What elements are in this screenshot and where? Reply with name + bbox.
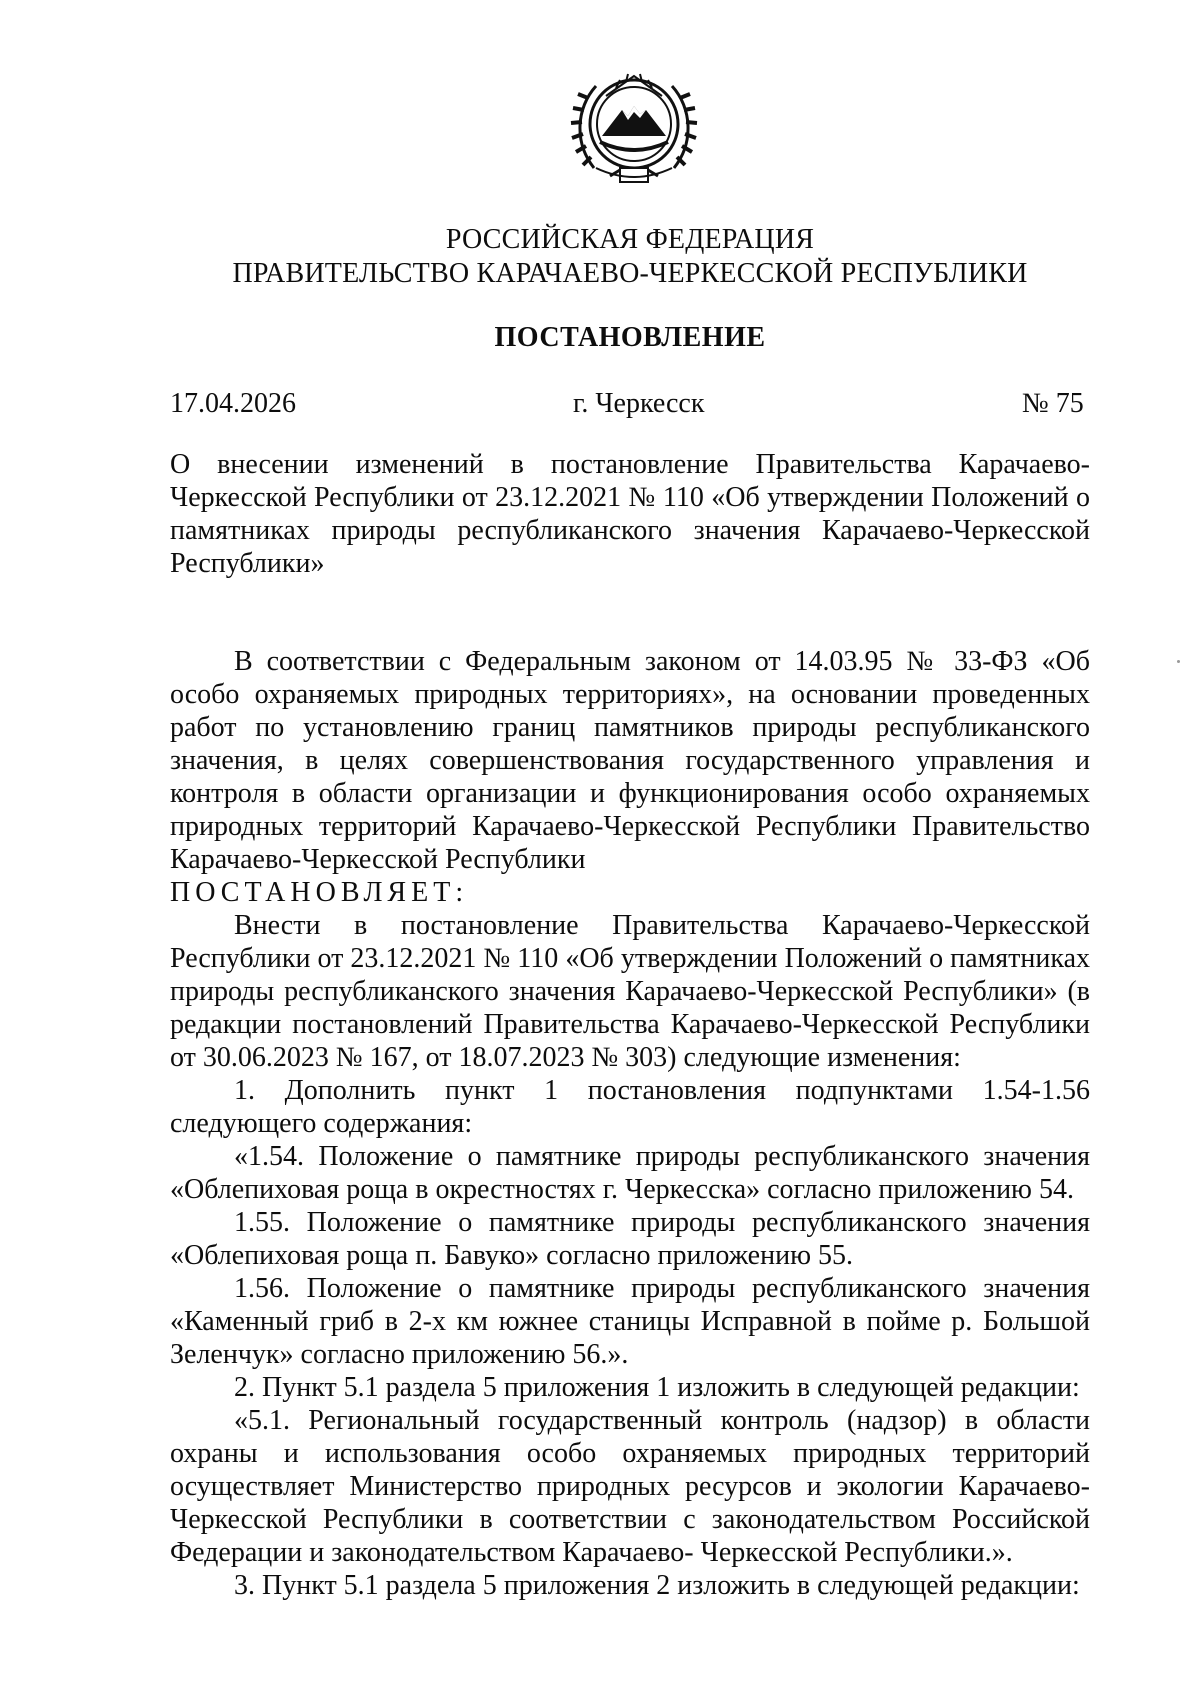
scan-speck xyxy=(1177,660,1180,663)
body-paragraph: 2. Пункт 5.1 раздела 5 приложения 1 изложить в следующей редакции: xyxy=(234,1372,1080,1403)
header-country: РОССИЙСКАЯ ФЕДЕРАЦИЯ xyxy=(445,224,815,255)
header-government: ПРАВИТЕЛЬСТВО КАРАЧАЕВО-ЧЕРКЕССКОЙ РЕСПУБЛИКИ xyxy=(232,258,1028,289)
document-type-heading: ПОСТАНОВЛЕНИЕ xyxy=(494,322,766,353)
document-date: 17.04.2026 xyxy=(170,388,296,419)
body-paragraph: Внести в постановление Правительства Карачаево-Черкесской Республики от 23.12.2021 № 110 «Об утверждении Положений о памятниках природы республиканского значения Карачаево-Черкесской Республики» (в редакции постановлений Правительства Карачаево-Черкесской Республики от 30.06.2023 № 167, от 18.07.2023 № 303) следующие изменения: xyxy=(170,910,1090,1073)
document-number: № 75 xyxy=(1022,388,1084,419)
document-city: г. Черкесск xyxy=(573,388,705,419)
decree-word: ПОСТАНОВЛЯЕТ: xyxy=(170,877,469,908)
body-paragraph: 3. Пункт 5.1 раздела 5 приложения 2 изложить в следующей редакции: xyxy=(234,1570,1080,1601)
body-paragraph: 1.55. Положение о памятнике природы республиканского значения «Облепиховая роща п. Бавуко» согласно приложению 55. xyxy=(170,1207,1090,1271)
document-body xyxy=(170,645,1090,1602)
document-title: О внесении изменений в постановление Правительства Карачаево-Черкесской Республики от 23.12.2021 № 110 «Об утверждении Положений о памятниках природы республиканского значения Карачаево-Черкесской Республики» xyxy=(170,449,1090,579)
body-paragraph: 1. Дополнить пункт 1 постановления подпунктами 1.54-1.56 следующего содержания: xyxy=(170,1075,1090,1139)
body-paragraph: 1.56. Положение о памятнике природы республиканского значения «Каменный гриб в 2-х км южнее станицы Исправной в пойме р. Большой Зеленчук» согласно приложению 56.». xyxy=(170,1273,1090,1370)
body-paragraph: «5.1. Региональный государственный контроль (надзор) в области охраны и использования особо охраняемых природных территорий осуществляет Министерство природных ресурсов и экологии Карачаево-Черкесской Республики в соответствии с законодательством Российской Федерации и законодательством Карачаево- Черкесской Республики.». xyxy=(170,1405,1090,1568)
preamble-paragraph: В соответствии с Федеральным законом от 14.03.95 № 33-ФЗ «Об особо охраняемых природных территориях», на основании проведенных работ по установлению границ памятников природы республиканского значения, в целях совершенствования государственного управления и контроля в области организации и функционирования особо охраняемых природных территорий Карачаево-Черкесской Республики Правительство Карачаево-Черкесской Республики xyxy=(170,646,1090,875)
coat-of-arms-emblem xyxy=(566,58,702,200)
body-paragraph: «1.54. Положение о памятнике природы республиканского значения «Облепиховая роща в окрестностях г. Черкесска» согласно приложению 54. xyxy=(170,1141,1090,1205)
